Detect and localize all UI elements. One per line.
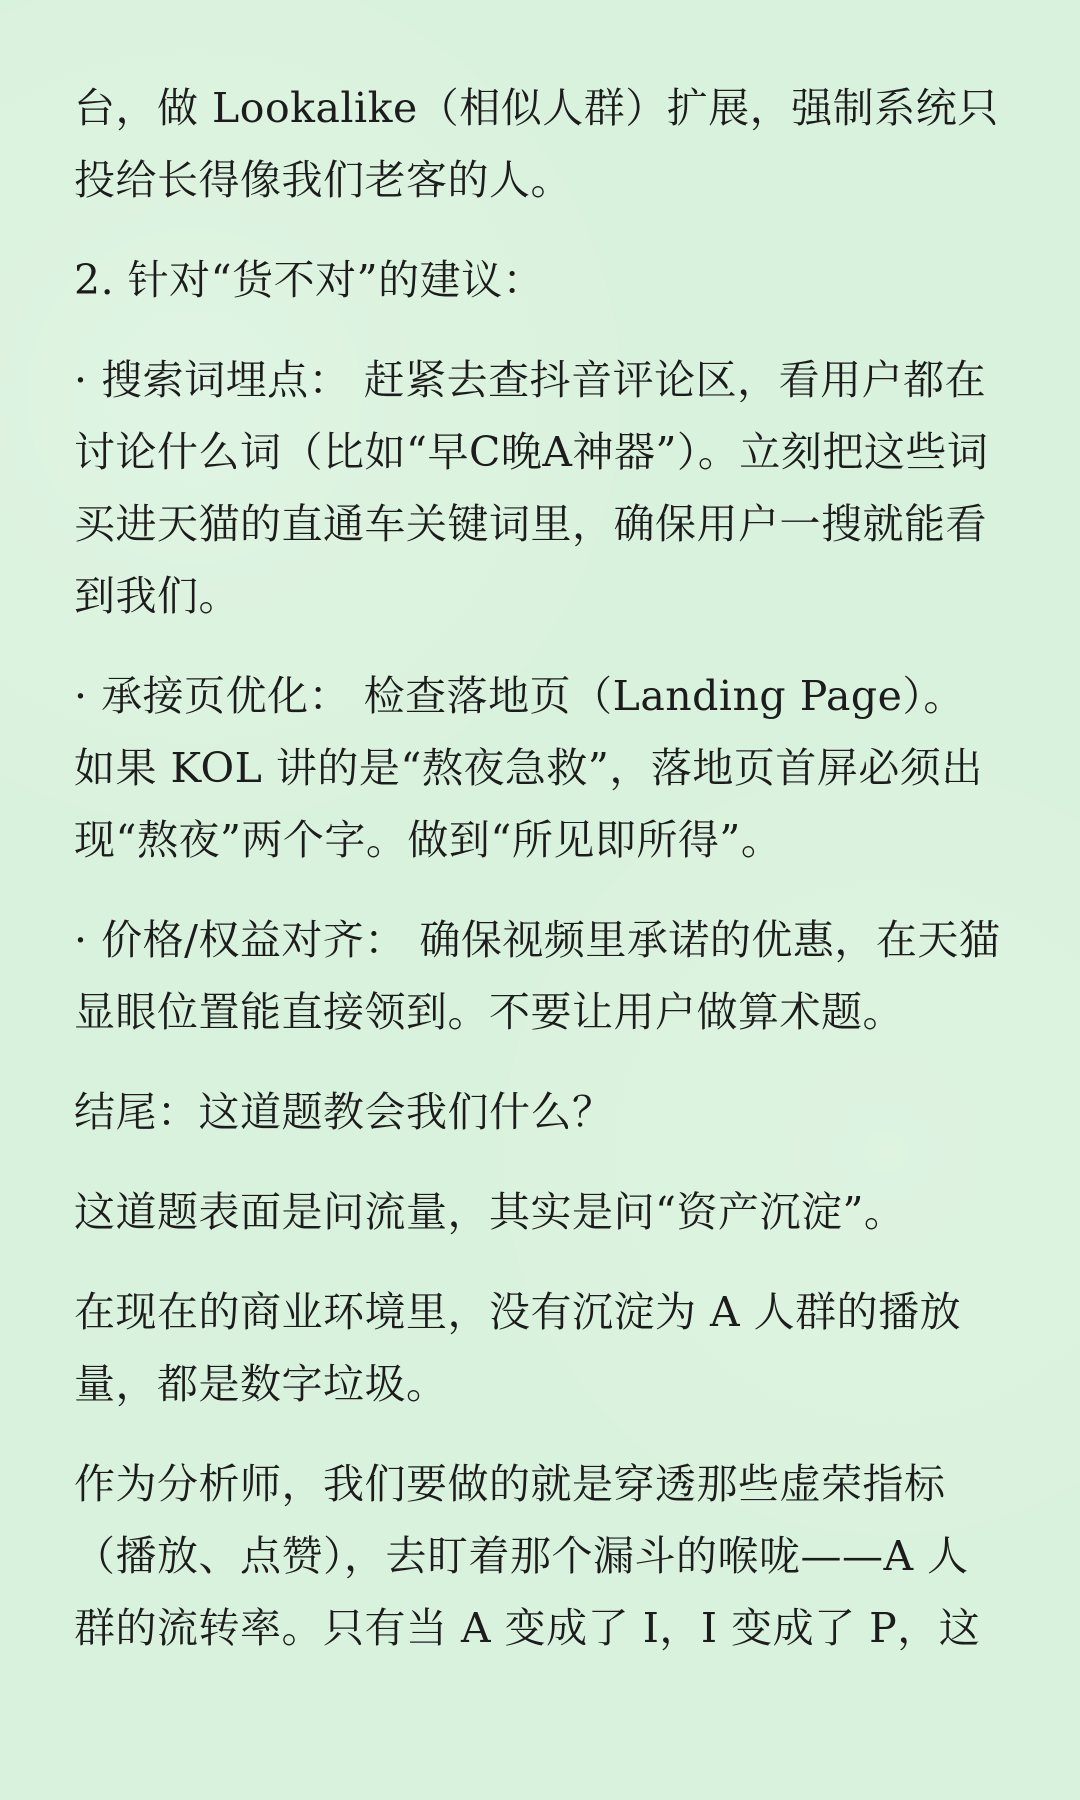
article-paragraph-2: 2. 针对“货不对”的建议： — [74, 256, 545, 304]
article-paragraph-8: 在现在的商业环境里，没有沉淀为 A 人群的播放量，都是数字垃圾。 — [74, 1288, 962, 1408]
article-paragraph-6: 结尾：这道题教会我们什么？ — [74, 1088, 614, 1136]
article-paragraph-9: 作为分析师，我们要做的就是穿透那些虚荣指标（播放、点赞），去盯着那个漏斗的喉咙——A 人群的流转率。只有当 A 变成了 I，I 变成了 P，这 — [74, 1460, 981, 1652]
article-paragraph-5: · 价格/权益对齐： 确保视频里承诺的优惠，在天猫显眼位置能直接领到。不要让用户做算术题。 — [74, 916, 1001, 1036]
article-paragraph-7: 这道题表面是问流量，其实是问“资产沉淀”。 — [74, 1188, 906, 1236]
article-paragraph-4: · 承接页优化： 检查落地页（Landing Page）。如果 KOL 讲的是“熬夜急救”，落地页首屏必须出现“熬夜”两个字。做到“所见即所得”。 — [74, 672, 983, 864]
article-paragraph-3: · 搜索词埋点： 赶紧去查抖音评论区，看用户都在讨论什么词（比如“早C晚A神器”）。立刻把这些词买进天猫的直通车关键词里，确保用户一搜就能看到我们。 — [74, 356, 989, 620]
article-paragraph-1: 台，做 Lookalike（相似人群）扩展，强制系统只投给长得像我们老客的人。 — [74, 84, 999, 204]
